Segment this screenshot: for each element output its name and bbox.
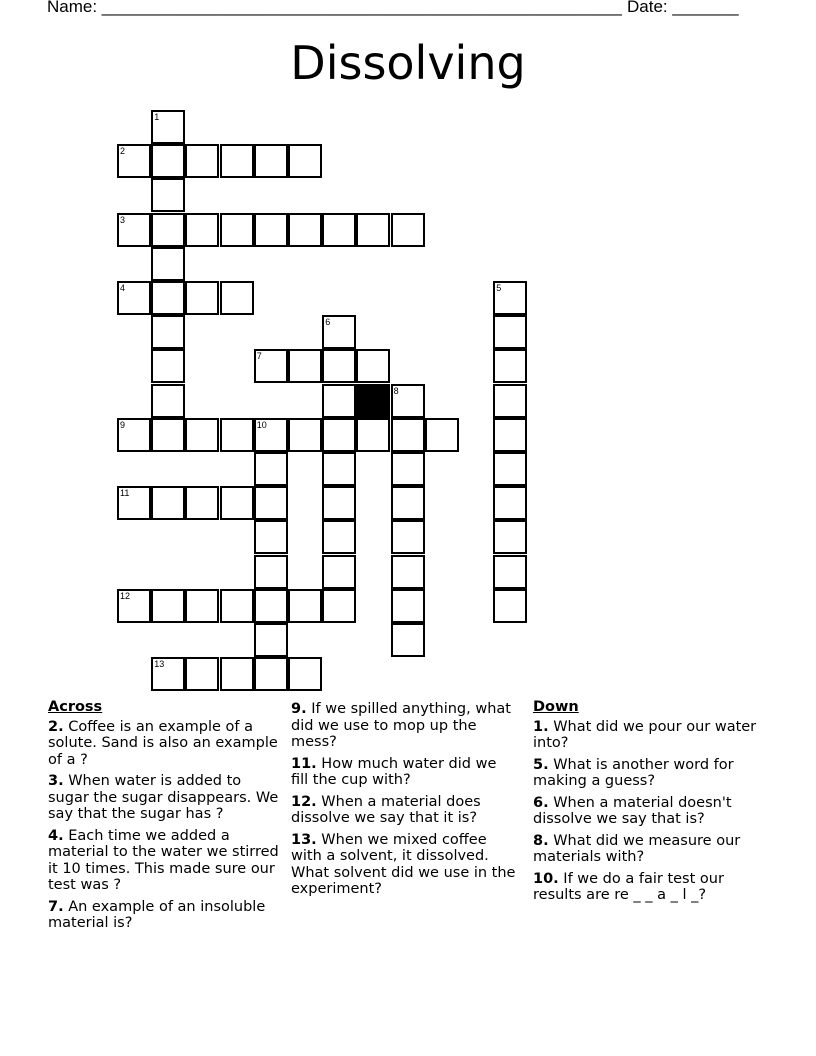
grid-cell[interactable] — [151, 384, 185, 418]
grid-cell[interactable] — [322, 418, 356, 452]
grid-cell[interactable] — [391, 589, 425, 623]
grid-cell[interactable] — [220, 213, 254, 247]
grid-cell[interactable] — [185, 589, 219, 623]
down-heading: Down — [533, 699, 579, 715]
clue-number: 3 — [120, 214, 126, 225]
grid-cell[interactable] — [493, 281, 527, 315]
grid-cell[interactable] — [185, 281, 219, 315]
grid-cell[interactable] — [391, 452, 425, 486]
grid-cell[interactable] — [117, 589, 151, 623]
clue-down-10: 10. If we do a fair test our results are re _ _ a _ l _? — [533, 870, 724, 903]
grid-cell[interactable] — [356, 213, 390, 247]
grid-cell[interactable] — [493, 418, 527, 452]
grid-cell[interactable] — [288, 589, 322, 623]
grid-cell[interactable] — [151, 110, 185, 144]
clue-number: 10 — [256, 419, 267, 430]
clue-number: 13 — [154, 659, 165, 670]
grid-cell[interactable] — [151, 247, 185, 281]
grid-cell[interactable] — [391, 555, 425, 589]
grid-cell[interactable] — [185, 144, 219, 178]
grid-cell[interactable] — [151, 657, 185, 691]
grid-cell[interactable] — [493, 589, 527, 623]
clue-number: 4 — [120, 283, 126, 293]
grid-cell[interactable] — [117, 144, 151, 178]
clue-down-8: 8. What did we measure our materials with? — [533, 832, 741, 865]
grid-cell[interactable] — [185, 486, 219, 520]
grid-cell[interactable] — [322, 315, 356, 349]
page-title: Dissolving — [290, 36, 526, 90]
grid-cell[interactable] — [117, 213, 151, 247]
clue-number: 5 — [496, 283, 502, 293]
grid-cell[interactable] — [151, 589, 185, 623]
clue-across-11: 11. How much water did we fill the cup with? — [291, 755, 497, 788]
down-clues — [533, 699, 763, 909]
grid-cell[interactable] — [322, 349, 356, 383]
grid-cell[interactable] — [254, 144, 288, 178]
clue-number: 11 — [120, 488, 130, 499]
grid-cell[interactable] — [220, 418, 254, 452]
grid-cell[interactable] — [493, 520, 527, 554]
grid-cell[interactable] — [493, 452, 527, 486]
grid-cell[interactable] — [117, 418, 151, 452]
grid-cell[interactable] — [254, 349, 288, 383]
grid-cell[interactable] — [493, 349, 527, 383]
grid-cell[interactable] — [220, 589, 254, 623]
clue-number: 2 — [120, 146, 126, 157]
grid-cell[interactable] — [220, 281, 254, 315]
clue-number: 7 — [256, 351, 262, 362]
clue-number: 9 — [120, 419, 126, 430]
clue-across-13: 13. When we mixed coffee with a solvent, it dissolved. What solvent did we use in the experiment? — [291, 831, 516, 897]
clue-across-7: 7. An example of an insoluble material is? — [48, 898, 266, 931]
grid-cell[interactable] — [288, 418, 322, 452]
grid-cell[interactable] — [151, 281, 185, 315]
grid-cell[interactable] — [425, 418, 459, 452]
grid-cell[interactable] — [117, 486, 151, 520]
grid-cell[interactable] — [254, 486, 288, 520]
grid-cell[interactable] — [288, 657, 322, 691]
clue-across-3: 3. When water is added to sugar the sugar disappears. We say that the sugar has ? — [48, 773, 279, 822]
grid-cell[interactable] — [220, 657, 254, 691]
grid-cell[interactable] — [288, 213, 322, 247]
grid-cell[interactable] — [220, 486, 254, 520]
clue-number: 1 — [154, 112, 160, 122]
grid-cell[interactable] — [322, 486, 356, 520]
grid-cell[interactable] — [220, 144, 254, 178]
clue-number: 12 — [120, 590, 131, 601]
grid-cell[interactable] — [391, 520, 425, 554]
clue-down-5: 5. What is another word for making a guess? — [533, 756, 734, 789]
grid-cell[interactable] — [391, 623, 425, 657]
clue-across-12: 12. When a material does dissolve we say that it is? — [291, 793, 481, 826]
black-cell — [356, 384, 390, 418]
grid-cell[interactable] — [185, 657, 219, 691]
grid-cell[interactable] — [493, 486, 527, 520]
grid-cell[interactable] — [254, 213, 288, 247]
grid-cell[interactable] — [493, 315, 527, 349]
grid-cell[interactable] — [185, 213, 219, 247]
across-clues — [48, 699, 280, 937]
clue-across-9: 9. If we spilled anything, what did we use to mop up the mess? — [291, 701, 511, 750]
grid-cell[interactable] — [288, 349, 322, 383]
grid-cell[interactable] — [151, 486, 185, 520]
grid-cell[interactable] — [322, 520, 356, 554]
grid-cell[interactable] — [356, 349, 390, 383]
grid-cell[interactable] — [254, 418, 288, 452]
name-field[interactable]: Name: _______________________________________________________ — [47, 0, 622, 16]
across-heading: Across — [48, 699, 103, 715]
grid-cell[interactable] — [254, 452, 288, 486]
grid-cell[interactable] — [151, 418, 185, 452]
clue-number: 6 — [325, 317, 331, 328]
date-field[interactable]: Date: _______ — [627, 0, 739, 16]
across-clues-continued — [291, 701, 517, 903]
grid-cell[interactable] — [151, 213, 185, 247]
grid-cell[interactable] — [391, 213, 425, 247]
grid-cell[interactable] — [288, 144, 322, 178]
grid-cell[interactable] — [356, 418, 390, 452]
grid-cell[interactable] — [151, 315, 185, 349]
grid-cell[interactable] — [254, 520, 288, 554]
grid-cell[interactable] — [493, 555, 527, 589]
grid-cell[interactable] — [391, 486, 425, 520]
grid-cell[interactable] — [322, 213, 356, 247]
grid-cell[interactable] — [391, 384, 425, 418]
grid-cell[interactable] — [151, 144, 185, 178]
grid-cell[interactable] — [185, 418, 219, 452]
grid-cell[interactable] — [322, 384, 356, 418]
clue-across-2: 2. Coffee is an example of a solute. Sand is also an example of a ? — [48, 718, 278, 768]
grid-cell[interactable] — [151, 349, 185, 383]
grid-cell[interactable] — [254, 657, 288, 691]
grid-cell[interactable] — [254, 623, 288, 657]
grid-cell[interactable] — [322, 589, 356, 623]
grid-cell[interactable] — [322, 555, 356, 589]
clue-across-4: 4. Each time we added a material to the water we stirred it 10 times. This made sure our test was ? — [48, 827, 279, 893]
grid-cell[interactable] — [322, 452, 356, 486]
grid-cell[interactable] — [254, 589, 288, 623]
clue-down-1: 1. What did we pour our water into? — [533, 718, 757, 751]
grid-cell[interactable] — [117, 281, 151, 315]
clue-down-6: 6. When a material doesn't dissolve we say that is? — [533, 794, 732, 827]
clue-number: 8 — [393, 385, 399, 396]
grid-cell[interactable] — [493, 384, 527, 418]
grid-cell[interactable] — [254, 555, 288, 589]
grid-cell[interactable] — [151, 178, 185, 212]
grid-cell[interactable] — [391, 418, 425, 452]
